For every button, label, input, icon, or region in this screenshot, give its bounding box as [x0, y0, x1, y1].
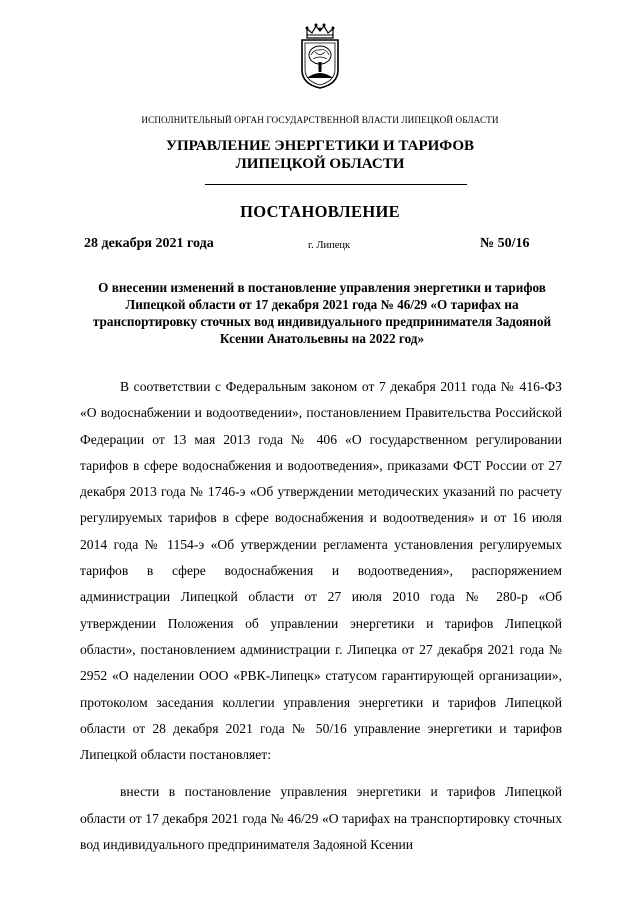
- document-city: г. Липецк: [308, 240, 351, 251]
- document-meta-row: [84, 236, 540, 256]
- organization-authority-caption: ИСПОЛНИТЕЛЬНЫЙ ОРГАН ГОСУДАРСТВЕННОЙ ВЛАСТИ ЛИПЕЦКОЙ ОБЛАСТИ: [141, 115, 499, 125]
- document-number: № 50/16: [480, 236, 530, 251]
- body-paragraph-resolution: внести в постановление управления энергетики и тарифов Липецкой области от 17 декабря 2021 года № 46/29 «О тарифах на транспортировку сточных вод индивидуального предпринимателя Задояной Ксении: [80, 784, 562, 853]
- organization-name-line-1: УПРАВЛЕНИЕ ЭНЕРГЕТИКИ И ТАРИФОВ: [165, 138, 475, 154]
- document-title: О внесении изменений в постановление управления энергетики и тарифов Липецкой области от 17 декабря 2021 года № 46/29 «О тарифах на транспортировку сточных вод индивидуального предпринимателя Задояной Ксении Анатольевны на 2022 год»: [92, 280, 552, 346]
- body-paragraph-preamble: В соответствии с Федеральным законом от 7 декабря 2011 года № 416-ФЗ «О водоснабжении и водоотведении», постановлением Правительства Российской Федерации от 13 мая 2013 года № 406 «О государственном регулировании тарифов в сфере водоснабжения и водоотведения», приказами ФСТ России от 27 декабря 2013 года № 1746-э «Об утверждении методических указаний по расчету регулируемых тарифов в сфере водоснабжения и водоотведения» и от 16 июля 2014 года № 1154-э «Об утверждении регламента установления регулируемых тарифов в сфере водоснабжения и водоотведения», распоряжением администрации Липецкой области от 27 июля 2010 года № 280-р «Об утверждении Положения об управлении энергетики и тарифов Липецкой области», постановлением администрации г. Липецка от 27 декабря 2021 года № 2952 «О наделении ООО «РВК-Липецк» статусом гарантирующей организации», протоколом заседания коллегии управления энергетики и тарифов Липецкой области от 28 декабря 2021 года № 50/16 управление энергетики и тарифов Липецкой области постановляет:: [80, 379, 562, 763]
- header-divider: [205, 184, 467, 185]
- document-body: [80, 374, 562, 858]
- document-type-heading: ПОСТАНОВЛЕНИЕ: [240, 202, 400, 221]
- document-date: 28 декабря 2021 года: [84, 236, 214, 251]
- lipetsk-coat-of-arms-icon: [298, 22, 342, 90]
- organization-name: [0, 137, 640, 173]
- organization-name-line-2: ЛИПЕЦКОЙ ОБЛАСТИ: [235, 156, 405, 172]
